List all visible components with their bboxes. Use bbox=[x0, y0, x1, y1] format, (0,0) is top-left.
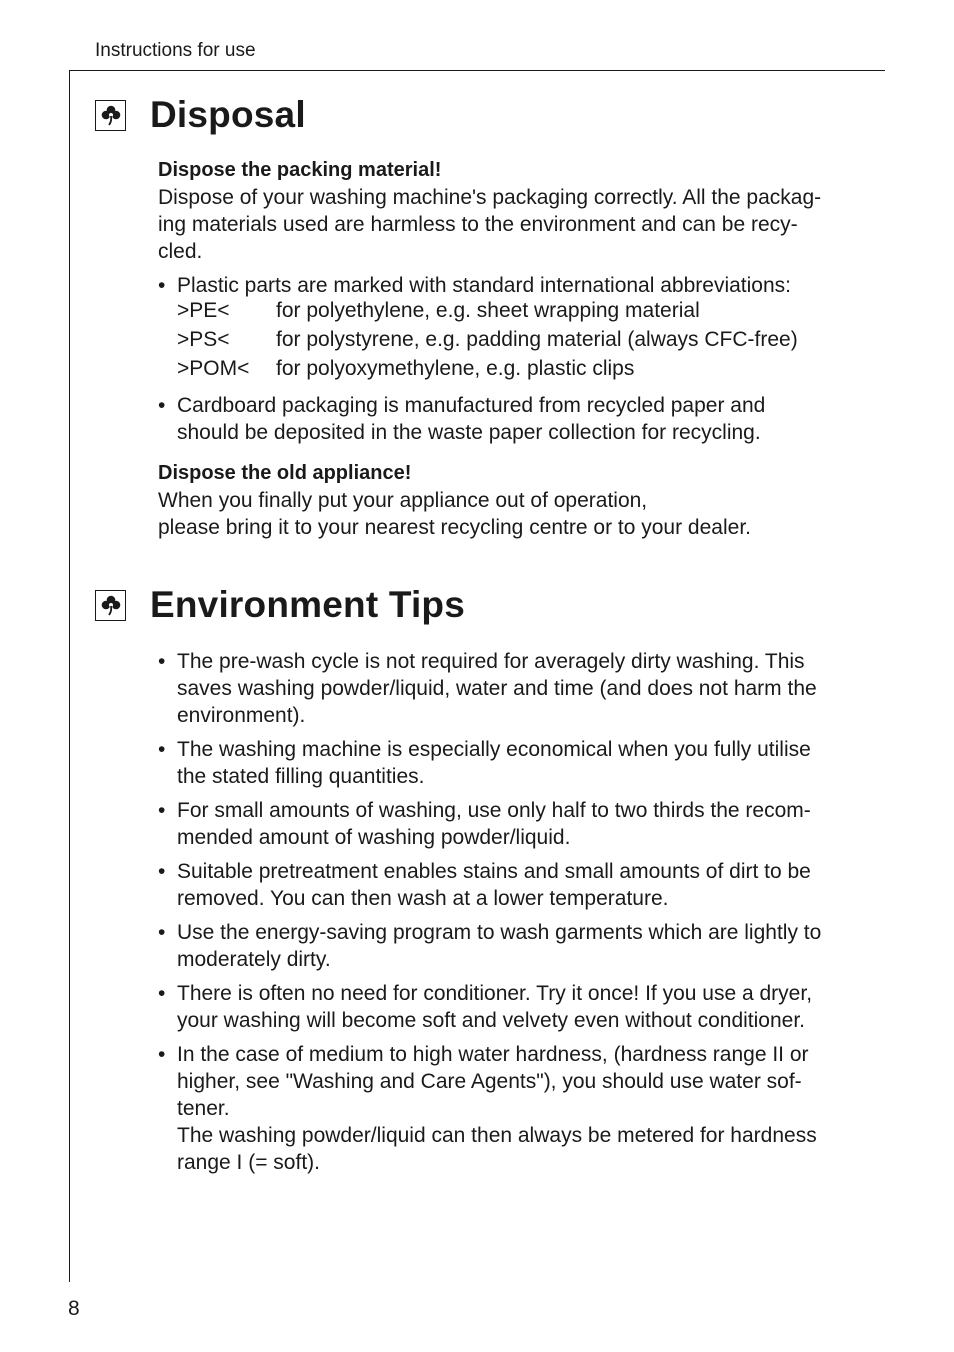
tip-line: The washing powder/liquid can then always be metered for hardness bbox=[177, 1124, 817, 1147]
cardboard-line: should be deposited in the waste paper collection for recycling. bbox=[177, 421, 761, 444]
tip-line: • Suitable pretreatment enables stains and small amounts of dirt to be bbox=[177, 860, 811, 883]
appliance-line: please bring it to your nearest recycling centre or to your dealer. bbox=[158, 516, 751, 539]
running-header: Instructions for use bbox=[95, 40, 256, 61]
tip-line: higher, see "Washing and Care Agents"), you should use water sof- bbox=[177, 1070, 802, 1093]
abbreviation-row bbox=[177, 325, 868, 354]
packing-line: ing materials used are harmless to the environment and can be recy- bbox=[158, 213, 798, 236]
margin-rule bbox=[69, 70, 70, 1282]
tip-line: the stated filling quantities. bbox=[177, 765, 425, 788]
tip-item bbox=[158, 1041, 868, 1176]
environment-heading bbox=[95, 584, 465, 626]
abbreviation-code: >PE< bbox=[177, 299, 230, 322]
abbreviation-meaning: for polyoxymethylene, e.g. plastic clips bbox=[276, 357, 635, 380]
clover-icon bbox=[95, 590, 126, 621]
abbreviation-meaning: for polystyrene, e.g. padding material (always CFC-free) bbox=[276, 328, 798, 351]
tip-line: environment). bbox=[177, 704, 306, 727]
tip-line: • The washing machine is especially economical when you fully utilise bbox=[177, 738, 811, 761]
plastic-intro: • Plastic parts are marked with standard international abbreviations: bbox=[177, 274, 791, 297]
clover-icon bbox=[95, 100, 126, 131]
abbreviation-row bbox=[177, 296, 868, 325]
packing-line: cled. bbox=[158, 240, 203, 263]
header-rule bbox=[69, 70, 885, 71]
tip-item bbox=[158, 858, 868, 912]
packing-heading: Dispose the packing material! bbox=[158, 159, 442, 181]
cardboard-line: • Cardboard packaging is manufactured from recycled paper and bbox=[177, 394, 766, 417]
abbreviation-row bbox=[177, 354, 868, 383]
tip-line: tener. bbox=[177, 1097, 230, 1120]
tip-line: • In the case of medium to high water hardness, (hardness range II or bbox=[177, 1043, 809, 1066]
packing-line: Dispose of your washing machine's packaging correctly. All the packag- bbox=[158, 186, 822, 209]
tip-item bbox=[158, 736, 868, 790]
cardboard-bullet bbox=[158, 392, 868, 446]
packing-section bbox=[158, 157, 868, 541]
plastic-bullet bbox=[158, 272, 868, 383]
abbreviation-code: >PS< bbox=[177, 328, 230, 351]
tip-item bbox=[158, 980, 868, 1034]
tip-item bbox=[158, 797, 868, 851]
tip-line: • For small amounts of washing, use only half to two thirds the recom- bbox=[177, 799, 811, 822]
disposal-heading bbox=[95, 94, 306, 136]
page-number: 8 bbox=[68, 1297, 80, 1320]
tip-line: • There is often no need for conditioner. Try it once! If you use a dryer, bbox=[177, 982, 813, 1005]
tip-item bbox=[158, 648, 868, 729]
tip-line: • Use the energy-saving program to wash garments which are lightly to bbox=[177, 921, 822, 944]
environment-title: Environment Tips bbox=[150, 584, 466, 625]
tip-line: your washing will become soft and velvety even without conditioner. bbox=[177, 1009, 806, 1032]
tip-line: mended amount of washing powder/liquid. bbox=[177, 826, 571, 849]
tip-line: removed. You can then wash at a lower temperature. bbox=[177, 887, 669, 910]
tip-line: range I (= soft). bbox=[177, 1151, 320, 1174]
tip-line: moderately dirty. bbox=[177, 948, 331, 971]
appliance-heading: Dispose the old appliance! bbox=[158, 462, 412, 484]
abbreviation-code: >POM< bbox=[177, 357, 250, 380]
abbreviation-meaning: for polyethylene, e.g. sheet wrapping material bbox=[276, 299, 700, 322]
disposal-title: Disposal bbox=[150, 94, 306, 135]
appliance-line: When you finally put your appliance out of operation, bbox=[158, 489, 648, 512]
tip-item bbox=[158, 919, 868, 973]
environment-tips-list bbox=[158, 648, 868, 1176]
tip-line: saves washing powder/liquid, water and time (and does not harm the bbox=[177, 677, 817, 700]
tip-line: • The pre-wash cycle is not required for averagely dirty washing. This bbox=[177, 650, 805, 673]
